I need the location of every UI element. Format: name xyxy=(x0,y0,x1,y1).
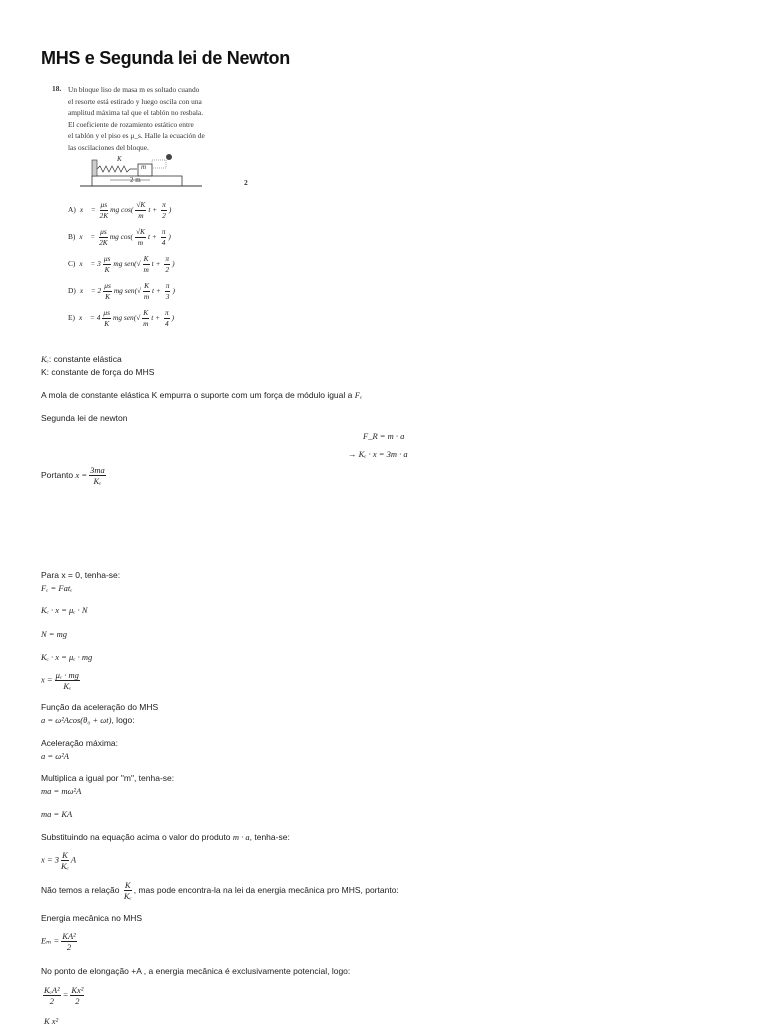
cut-off-equation: K x² xyxy=(44,1016,59,1026)
option-e: E) x⃗ = 4 $\frac{\mu s}{K}$ mg sen(√ $\frac{K}{m}$ t + $\frac{\pi}{4}$ ) xyxy=(68,308,175,328)
equation-4: Kₑ · x = μₑ · mg xyxy=(41,652,93,662)
energy-equation: Eₘ = $\frac{\text{KA²}}{2}$ xyxy=(41,931,76,952)
answer-options xyxy=(68,200,175,335)
definition-k: K: constante de força do MHS xyxy=(41,367,155,377)
page-title: MHS e Segunda lei de Newton xyxy=(41,48,290,68)
figure-mass-label: m xyxy=(141,163,147,171)
equation-x-ratio: x = 3 $\frac{K}{\text{Kₑ}}$ A xyxy=(41,850,77,871)
problem-line: amplitud máxima tal que el tablón no resbala. xyxy=(68,108,204,118)
relation-sentence: Não temos a relação $\frac{K}{\text{Kₑ}}$ , mas pode encontra-la na lei da energia mecânica pro MHS, portanto: xyxy=(41,880,399,901)
option-c: C) x⃗ = 3 $\frac{\mu s}{K}$ mg sen(√ $\frac{K}{m}$ t + $\frac{\pi}{2}$ ) xyxy=(68,254,175,274)
figure-spring-label: K xyxy=(117,155,122,163)
problem-line: El coeficiente de rozamiento estático entre xyxy=(68,119,194,129)
equation-ma-2: ma = KA xyxy=(41,809,73,819)
definition-ke: Kₑ: constante elástica xyxy=(41,354,122,364)
equation-fr: F_R = m · a xyxy=(363,431,405,441)
problem-line: el tablón y el piso es μ_s. Halle la ecuación de xyxy=(68,131,205,141)
problem-line: Un bloque liso de masa m es soltado cuando xyxy=(68,85,200,94)
equation-5: x = $\frac{\text{μₑ · mg}}{\text{Kₑ}}$ xyxy=(41,670,79,691)
figure-floor-label: 2 m xyxy=(130,176,141,184)
max-acceleration-equation: a = ω²A xyxy=(41,751,69,761)
elongation-sentence: No ponto de elongação +A , a energia mecânica é exclusivamente potencial, logo: xyxy=(41,966,351,976)
multiplica-label: Multiplica a igual por "m", tenha-se: xyxy=(41,773,175,783)
option-b: B) x⃗ = $\frac{\mu s}{2K}$ mg cos( $\frac{√K}{m}$ t + $\frac{\pi}{4}$ ) xyxy=(68,227,171,247)
problem-line: las oscilaciones del bloque. xyxy=(68,142,149,152)
energy-balance-equation: $\frac{\text{KₑA²}}{2}$ = $\frac{\text{Kx²}}{2}$ xyxy=(44,985,84,1006)
energy-label: Energia mecânica no MHS xyxy=(41,913,143,923)
side-number: 2 xyxy=(244,178,248,187)
option-a: A) x⃗ = $\frac{\mu s}{2K}$ mg cos( $\frac{√K}{m}$ t + $\frac{\pi}{2}$ ) xyxy=(68,200,172,220)
option-d: D) x⃗ = 2 $\frac{\mu s}{K}$ mg sen(√ $\frac{K}{m}$ t + $\frac{\pi}{3}$ ) xyxy=(68,281,175,301)
newton-label: Segunda lei de newton xyxy=(41,413,128,423)
spring-sentence: A mola de constante elástica K empurra o suporte com um força de módulo igual a Fₑ xyxy=(41,390,363,400)
acceleration-function-label: Função da aceleração do MHS xyxy=(41,702,159,712)
acceleration-equation: a = ω²Acos(θ₀ + ωt), logo: xyxy=(41,715,135,725)
para-x-label: Para x = 0, tenha-se: xyxy=(41,570,121,580)
equation-2: Kₑ · x = μₑ · N xyxy=(41,605,88,615)
problem-number: 18. xyxy=(52,84,62,93)
problem-line: el resorte está estirado y luego oscila con una xyxy=(68,96,202,106)
portanto-equation: Portanto x = $\frac{3ma}{\text{Kₑ}}$ xyxy=(41,465,105,486)
max-acceleration-label: Aceleração máxima: xyxy=(41,738,119,748)
problem-statement xyxy=(68,84,230,154)
equation-3: N = mg xyxy=(41,629,68,639)
equation-1: Fₑ = Fatₑ xyxy=(41,583,73,593)
equation-ma-1: ma = mω²A xyxy=(41,786,82,796)
substituindo-label: Substituindo na equação acima o valor do produto m · a, tenha-se: xyxy=(41,832,290,842)
equation-ke: → Kₑ · x = 3m · a xyxy=(348,449,408,459)
